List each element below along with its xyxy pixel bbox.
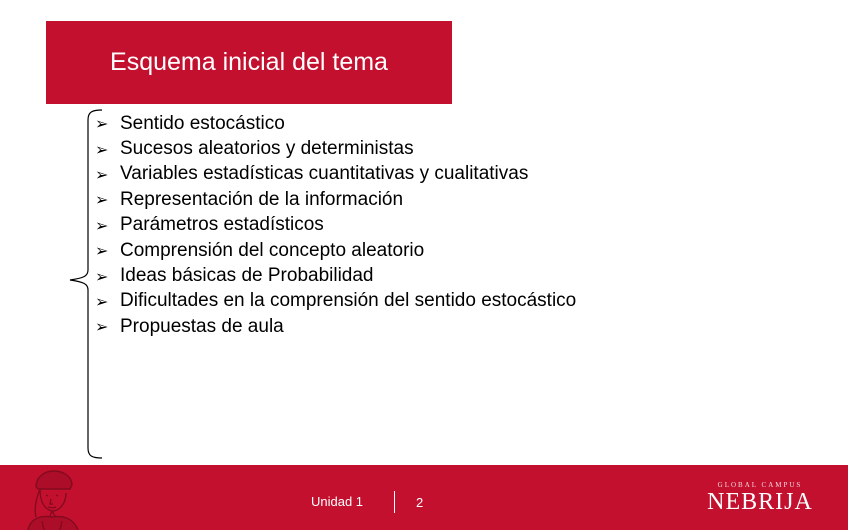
arrowhead-bullet-icon: ➢ — [95, 139, 109, 159]
portrait-seal-icon — [22, 465, 84, 530]
list-item — [95, 136, 576, 161]
footer-divider — [394, 491, 395, 513]
list-item-label: Propuestas de aula — [120, 315, 284, 337]
list-item-label: Sucesos aleatorios y deterministas — [120, 138, 414, 160]
list-item-label: Variables estadísticas cuantitativas y cualitativas — [120, 163, 529, 185]
list-item — [95, 263, 576, 288]
arrowhead-bullet-icon: ➢ — [95, 215, 109, 235]
list-item-label: Comprensión del concepto aleatorio — [120, 239, 425, 261]
list-item-label: Dificultades en la comprensión del sentido estocástico — [120, 290, 577, 312]
arrowhead-bullet-icon: ➢ — [95, 190, 109, 210]
list-item — [95, 314, 576, 339]
list-item — [95, 238, 576, 263]
arrowhead-bullet-icon: ➢ — [95, 164, 109, 184]
list-item — [95, 289, 576, 314]
list-item-label: Representación de la información — [120, 188, 404, 210]
unit-label: Unidad 1 — [311, 494, 364, 509]
arrowhead-bullet-icon: ➢ — [95, 317, 109, 337]
list-item-label: Ideas básicas de Probabilidad — [120, 265, 374, 287]
list-item — [95, 162, 576, 187]
arrowhead-bullet-icon: ➢ — [95, 241, 109, 261]
arrowhead-bullet-icon: ➢ — [95, 291, 109, 311]
title-banner — [46, 21, 452, 104]
list-item — [95, 213, 576, 238]
list-item — [95, 187, 576, 212]
list-item — [95, 111, 576, 136]
list-item-label: Sentido estocástico — [120, 112, 285, 134]
page-number: 2 — [416, 495, 424, 510]
brand-logo: NEBRIJA — [707, 489, 813, 515]
arrowhead-bullet-icon: ➢ — [95, 266, 109, 286]
slide-title: Esquema inicial del tema — [110, 48, 388, 76]
topic-list — [95, 111, 576, 340]
brand-tagline: GLOBAL CAMPUS — [717, 481, 803, 489]
footer-bar — [0, 465, 848, 530]
list-item-label: Parámetros estadísticos — [120, 214, 324, 236]
arrowhead-bullet-icon: ➢ — [95, 114, 109, 134]
